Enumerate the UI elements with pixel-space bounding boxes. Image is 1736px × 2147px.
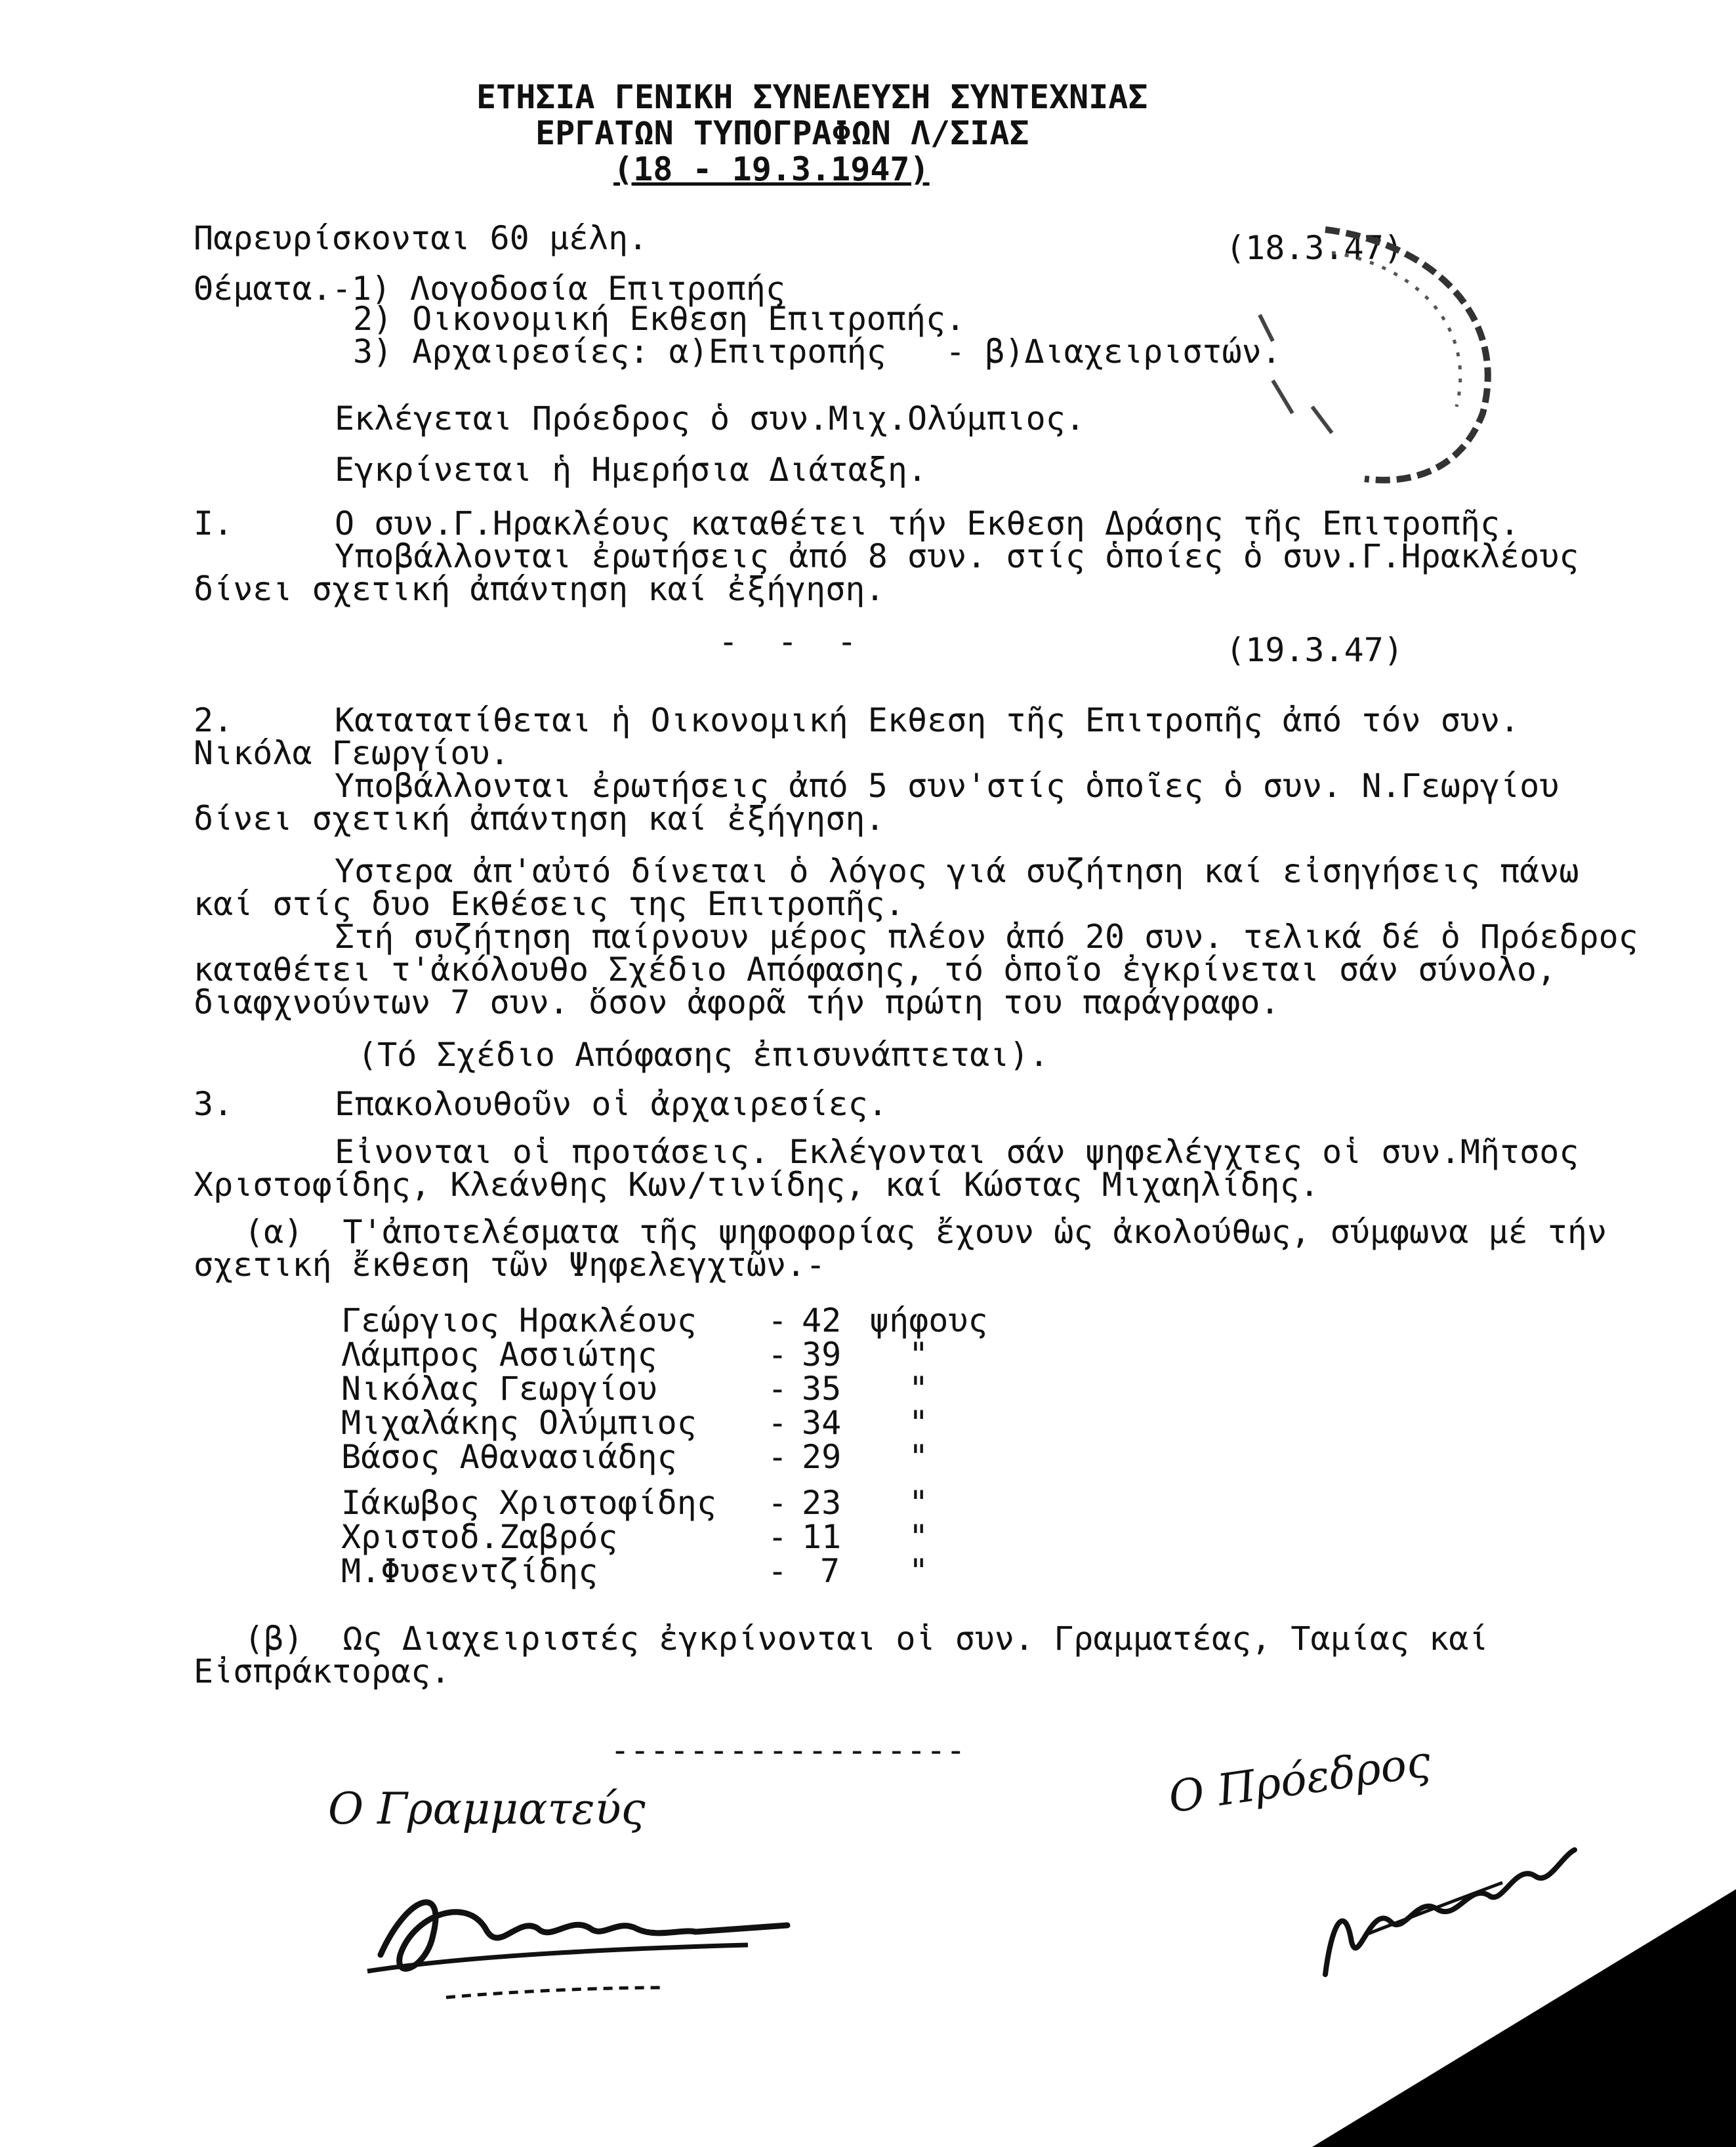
section-2-line-9: διαφχνούντων 7 συν. ὅσον ἀφορᾶ τήν πρώτη του παράγραφο. (194, 983, 1280, 1021)
section-3-line-3: Χριστοφίδης, Κλεάνθης Κων/τινίδης, καί Κώστας Μιχαηλίδης. (194, 1166, 1319, 1204)
dash: - (768, 1404, 788, 1442)
dash: - (768, 1336, 788, 1374)
vote-count: 35 (802, 1370, 842, 1408)
section-2-line-4: δίνει σχετική ἀπάντηση καί ἐξήγηση. (194, 800, 885, 838)
section-3-a-line-2: σχετική ἔκθεση τῶν Ψηφελεγχτῶν.- (194, 1246, 826, 1284)
section-1-line-3: δίνει σχετική ἀπάντηση καί ἐξήγηση. (194, 570, 885, 608)
section-3-a-line-1: (α) Τ'ἀποτελέσματα τῆς ψηφοφορίας ἔχουν ὡς ἀκολούθως, σύμφωνα μέ τήν (244, 1213, 1607, 1251)
header-line-1: ΕΤΗΣΙΑ ΓΕΝΙΚΗ ΣΥΝΕΛΕΥΣΗ ΣΥΝΤΕΧΝΙΑΣ (476, 78, 1148, 116)
vote-unit: ψήφους (869, 1301, 988, 1339)
agenda-item-1: Λογοδοσία Επιτροπής (410, 270, 785, 308)
president-label: Ο Πρόεδρος (1165, 1736, 1434, 1823)
candidate-name: Χριστοδ.Ζαβρός (341, 1518, 618, 1556)
agenda-item-2: 2) Οικονομική Εκθεση Επιτροπής. (353, 300, 966, 338)
vote-unit: " (909, 1518, 929, 1556)
candidate-name: Νικόλας Γεωργίου (341, 1370, 657, 1408)
vote-count: 42 (802, 1301, 842, 1339)
section-3-line-2: Εἰνονται οἱ προτάσεις. Εκλέγονται σάν ψηφελέγχτες οἱ συν.Μῆτσος (335, 1133, 1579, 1171)
agenda-label: Θέματα.-1) (194, 270, 392, 308)
dash: - (768, 1438, 788, 1476)
section-1-line-2: Υποβάλλονται ἐρωτήσεις ἀπό 8 συν. στίς ὁποίες ὁ συν.Γ.Ηρακλέους (335, 537, 1579, 575)
date-2: (19.3.47) (1226, 631, 1403, 669)
scan-edge-shadow (1312, 1889, 1736, 2147)
footer-rule: ------------------ (610, 1731, 966, 1769)
vote-count: 34 (802, 1404, 842, 1442)
date-1: (18.3.47) (1226, 229, 1403, 267)
candidate-name: Γεώργιος Ηρακλέους (341, 1301, 697, 1339)
president-elected: Εκλέγεται Πρόεδρος ὁ συν.Μιχ.Ολύμπιος. (335, 399, 1085, 438)
agenda-approved: Εγκρίνεται ἡ Ημερήσια Διάταξη. (335, 451, 928, 489)
dash: - (768, 1552, 788, 1590)
header-line-2: ΕΡΓΑΤΩΝ ΤΥΠΟΓΡΑΦΩΝ Λ/ΣΙΑΣ (535, 114, 1029, 152)
secretary-signature (354, 1856, 814, 2014)
section-2-line-2: Νικόλα Γεωργίου. (194, 734, 510, 772)
section-2-line-6: καί στίς δυο Εκθέσεις της Επιτροπῆς. (194, 885, 905, 923)
candidate-name: Βάσος Αθανασιάδης (341, 1438, 677, 1476)
stamp-seal (1233, 216, 1535, 492)
dash: - (768, 1301, 788, 1339)
vote-unit: " (909, 1552, 929, 1590)
section-3-b-line-1: (β) Ως Διαχειριστές ἐγκρίνονται οἱ συν. Γραμματέας, Ταμίας καί (244, 1620, 1489, 1658)
section-2-line-3: Υποβάλλονται ἐρωτήσεις ἀπό 5 συν'στίς ὁποῖες ὁ συν. Ν.Γεωργίου (335, 767, 1560, 805)
vote-count: 11 (802, 1518, 842, 1556)
vote-unit: " (909, 1370, 929, 1408)
vote-unit: " (909, 1404, 929, 1442)
vote-count: 29 (802, 1438, 842, 1476)
section-1-line-1: Ο συν.Γ.Ηρακλέους καταθέτει τήν Εκθεση Δράσης τῆς Επιτροπῆς. (335, 504, 1520, 542)
candidate-name: Μ.Φυσεντζίδης (341, 1552, 598, 1590)
section-2-line-5: Υστερα ἀπ'αὐτό δίνεται ὁ λόγος γιά συζήτηση καί εἰσηγήσεις πάνω (335, 852, 1579, 890)
section-1-number: I. (194, 504, 234, 542)
vote-count: 7 (820, 1552, 840, 1590)
section-2-note: (Τό Σχέδιο Απόφασης ἐπισυνάπτεται). (358, 1036, 1049, 1074)
candidate-name: Μιχαλάκης Ολύμπιος (341, 1404, 697, 1442)
secretary-label: Ο Γραμματεύς (328, 1784, 646, 1834)
vote-unit: " (909, 1438, 929, 1476)
section-3-b-line-2: Εἰσπράκτορας. (194, 1652, 451, 1690)
candidate-name: Λάμπρος Ασσιώτης (341, 1336, 657, 1374)
section-3-line-1: Επακολουθοῦν οἱ ἀρχαιρεσίες. (335, 1085, 888, 1123)
section-3-number: 3. (194, 1085, 234, 1123)
vote-count: 23 (802, 1484, 842, 1522)
section-2-line-8: καταθέτει τ'ἀκόλουθο Σχέδιο Απόφασης, τό ὁποῖο ἐγκρίνεται σάν σύνολο, (194, 951, 1557, 989)
vote-unit: " (909, 1336, 929, 1374)
dash: - (768, 1518, 788, 1556)
attendance-text: Παρευρίσκονται 60 μέλη. (194, 219, 648, 257)
candidate-name: Ιάκωβος Χριστοφίδης (341, 1484, 716, 1522)
section-2-number: 2. (194, 701, 234, 739)
dash: - (768, 1484, 788, 1522)
separator: - - - (718, 623, 857, 661)
vote-unit: " (909, 1484, 929, 1522)
vote-count: 39 (802, 1336, 842, 1374)
agenda-item-3: 3) Αρχαιρεσίες: α)Επιτροπής - β)Διαχειριστών. (353, 333, 1281, 371)
dash: - (768, 1370, 788, 1408)
header-dates: (18 - 19.3.1947) (613, 150, 930, 188)
section-2-line-7: Στή συζήτηση παίρνουν μέρος πλέον ἀπό 20 συν. τελικά δέ ὁ Πρόεδρος (335, 918, 1638, 956)
section-2-line-1: Κατατατίθεται ἡ Οικονομική Εκθεση τῆς Επιτροπῆς ἀπό τόν συν. (335, 701, 1520, 739)
